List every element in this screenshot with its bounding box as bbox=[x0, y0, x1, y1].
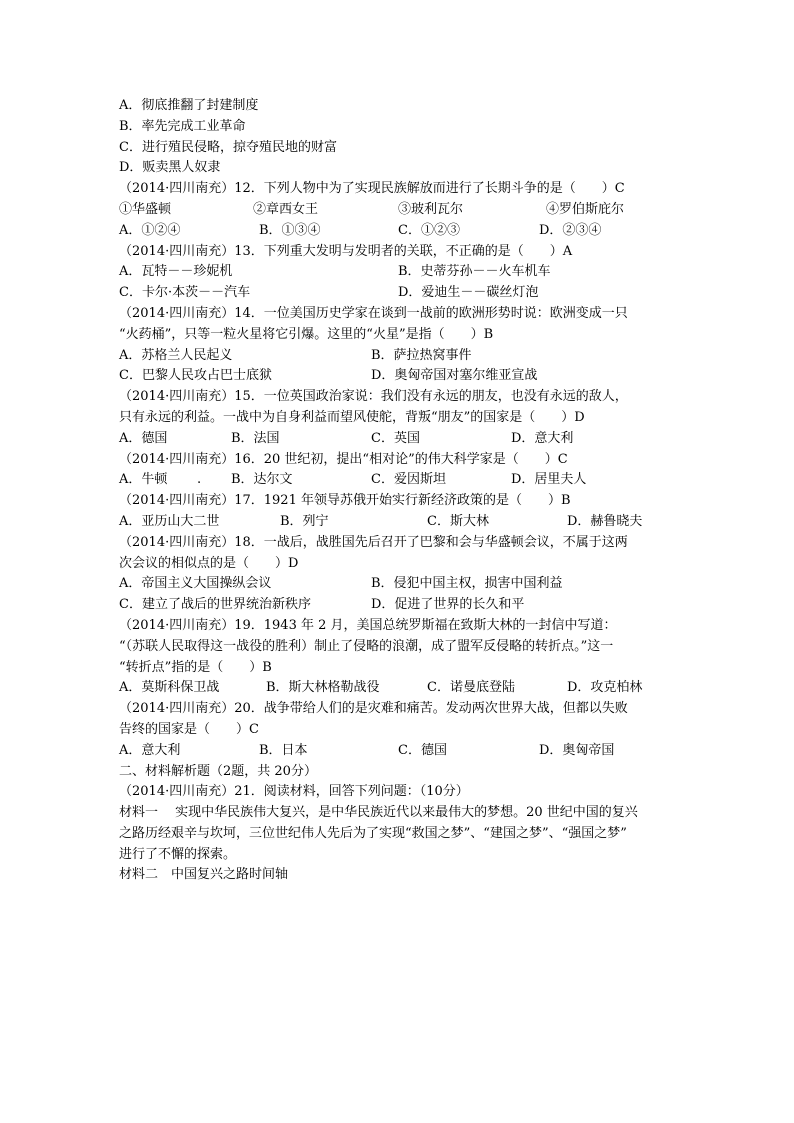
option-text: ①华盛顿 bbox=[119, 201, 172, 217]
option-text: D．奥匈帝国对塞尔维亚宣战 bbox=[371, 368, 538, 384]
option-text: A．意大利 bbox=[119, 742, 181, 758]
text-line bbox=[119, 262, 689, 283]
line-text: 二、材料解析题（2题，共 20分） bbox=[119, 763, 317, 779]
text-line bbox=[119, 741, 689, 762]
text-line bbox=[119, 616, 689, 637]
option-text: C．斯大林 bbox=[427, 513, 489, 529]
option-text: D．赫鲁晓夫 bbox=[567, 513, 643, 529]
option-text: A．苏格兰人民起义 bbox=[119, 347, 233, 363]
document-page bbox=[119, 96, 689, 886]
line-text: （2014·四川南充）21．阅读材料，回答下列问题：（10分） bbox=[119, 784, 469, 800]
text-line bbox=[119, 304, 689, 325]
line-text: （2014·四川南充）13．下列重大发明与发明者的关联，不正确的是（ ）A bbox=[119, 243, 573, 259]
line-text: 之路历经艰辛与坎坷，三位世纪伟人先后为了实现“救国之梦”、“建国之梦”、“强国之梦” bbox=[119, 825, 627, 841]
text-line bbox=[119, 366, 689, 387]
text-line bbox=[119, 387, 689, 408]
line-text: A．彻底推翻了封建制度 bbox=[119, 98, 259, 113]
text-line bbox=[119, 574, 689, 595]
line-text: （2014·四川南充）15．一位英国政治家说：我们没有永远的朋友，也没有永远的敌人， bbox=[119, 389, 628, 405]
option-text: C．爱因斯坦 bbox=[371, 472, 446, 488]
text-line bbox=[119, 803, 689, 824]
line-text: （2014·四川南充）12．下列人物中为了实现民族解放而进行了长期斗争的是（ ）C bbox=[119, 181, 625, 197]
line-text: “火药桶”，只等一粒火星将它引爆。这里的“火星”是指（ ）B bbox=[119, 326, 494, 342]
text-line bbox=[119, 450, 689, 471]
option-text: D．攻克柏林 bbox=[567, 680, 643, 696]
option-text: B．萨拉热窝事件 bbox=[371, 347, 472, 363]
text-line bbox=[119, 96, 689, 117]
text-line bbox=[119, 762, 689, 783]
option-text: B．达尔文 bbox=[231, 472, 293, 488]
text-line bbox=[119, 678, 689, 699]
text-line bbox=[119, 824, 689, 845]
text-line bbox=[119, 720, 689, 741]
text-line bbox=[119, 554, 689, 575]
text-line bbox=[119, 179, 689, 200]
option-text: C．①②③ bbox=[398, 222, 460, 238]
option-text: D．意大利 bbox=[511, 430, 574, 446]
option-text: C．建立了战后的世界统治新秩序 bbox=[119, 597, 311, 613]
line-text: （2014·四川南充）20．战争带给人们的是灾难和痛苦。发动两次世界大战，但都以失败 bbox=[119, 701, 628, 717]
text-line bbox=[119, 533, 689, 554]
line-text: （2014·四川南充）14．一位美国历史学家在谈到一战前的欧洲形势时说：欧洲变成一只 bbox=[119, 305, 628, 321]
line-text: 材料二 中国复兴之路时间轴 bbox=[119, 867, 289, 883]
text-line bbox=[119, 429, 689, 450]
option-text: B．日本 bbox=[259, 742, 308, 758]
line-text: 材料一 实现中华民族伟大复兴，是中华民族近代以来最伟大的梦想。20 世纪中国的复兴 bbox=[119, 805, 638, 821]
text-line bbox=[119, 845, 689, 866]
line-text: D．贩卖黑人奴隶 bbox=[119, 160, 221, 176]
option-text: A．亚历山大二世 bbox=[119, 513, 220, 529]
option-text: C．卡尔·本茨－－汽车 bbox=[119, 285, 251, 301]
text-line bbox=[119, 865, 689, 886]
option-text: B．斯大林格勒战役 bbox=[266, 680, 380, 696]
line-text: （2014·四川南充）17．1921 年领导苏俄开始实行新经济政策的是（ ）B bbox=[119, 493, 571, 509]
line-text: 只有永远的利益。一战中为自身利益而望风使舵，背叛“朋友”的国家是（ ）D bbox=[119, 409, 585, 425]
line-text: 次会议的相似点的是（ ）D bbox=[119, 555, 299, 571]
line-text: C．进行殖民侵略，掠夺殖民地的财富 bbox=[119, 139, 337, 155]
text-line bbox=[119, 782, 689, 803]
option-text: ②章西女王 bbox=[253, 201, 319, 217]
line-text: 进行了不懈的探索。 bbox=[119, 846, 237, 862]
text-line bbox=[119, 346, 689, 367]
option-text: A．帝国主义大国操纵会议 bbox=[119, 576, 272, 592]
option-text: . bbox=[197, 472, 202, 488]
text-line bbox=[119, 158, 689, 179]
text-line bbox=[119, 491, 689, 512]
option-text: ③玻利瓦尔 bbox=[398, 201, 464, 217]
line-text: “（苏联人民取得这一战役的胜利）制止了侵略的浪潮，成了盟军反侵略的转折点。”这一 bbox=[119, 638, 614, 654]
text-line bbox=[119, 283, 689, 304]
text-line bbox=[119, 138, 689, 159]
text-line bbox=[119, 512, 689, 533]
option-text: D．爱迪生－－碳丝灯泡 bbox=[398, 285, 539, 301]
text-line bbox=[119, 658, 689, 679]
option-text: D．②③④ bbox=[539, 222, 602, 238]
option-text: A．①②④ bbox=[119, 222, 181, 238]
line-text: “转折点”指的是（ ）B bbox=[119, 659, 272, 675]
text-line bbox=[119, 242, 689, 263]
option-text: B．侵犯中国主权，损害中国利益 bbox=[371, 576, 563, 592]
line-text: （2014·四川南充）16．20 世纪初，提出“相对论”的伟大科学家是（ ）C bbox=[119, 451, 568, 467]
option-text: C．诺曼底登陆 bbox=[427, 680, 515, 696]
text-line bbox=[119, 408, 689, 429]
option-text: B．①③④ bbox=[259, 222, 321, 238]
option-text: A．德国 bbox=[119, 430, 168, 446]
line-text: B．率先完成工业革命 bbox=[119, 118, 246, 134]
text-line bbox=[119, 699, 689, 720]
text-line bbox=[119, 637, 689, 658]
option-text: C．英国 bbox=[371, 430, 420, 446]
option-text: A．莫斯科保卫战 bbox=[119, 680, 220, 696]
option-text: D．居里夫人 bbox=[511, 472, 587, 488]
text-line bbox=[119, 117, 689, 138]
option-text: B．列宁 bbox=[280, 513, 329, 529]
option-text: B．史蒂芬孙－－火车机车 bbox=[398, 264, 551, 280]
line-text: 告终的国家是（ ）C bbox=[119, 721, 259, 737]
option-text: C．德国 bbox=[398, 742, 447, 758]
text-line bbox=[119, 325, 689, 346]
option-text: A．牛顿 bbox=[119, 472, 168, 488]
option-text: B．法国 bbox=[231, 430, 280, 446]
text-line bbox=[119, 221, 689, 242]
text-line bbox=[119, 595, 689, 616]
option-text: D．促进了世界的长久和平 bbox=[371, 597, 525, 613]
option-text: D．奥匈帝国 bbox=[539, 742, 615, 758]
text-line bbox=[119, 200, 689, 221]
line-text: （2014·四川南充）19．1943 年 2 月，美国总统罗斯福在致斯大林的一封信中写道： bbox=[119, 617, 617, 633]
option-text: A．瓦特－－珍妮机 bbox=[119, 264, 233, 280]
option-text: C．巴黎人民攻占巴士底狱 bbox=[119, 368, 272, 384]
text-line bbox=[119, 470, 689, 491]
line-text: （2014·四川南充）18．一战后，战胜国先后召开了巴黎和会与华盛顿会议，不属于这两 bbox=[119, 534, 628, 550]
option-text: ④罗伯斯庇尔 bbox=[546, 201, 625, 217]
